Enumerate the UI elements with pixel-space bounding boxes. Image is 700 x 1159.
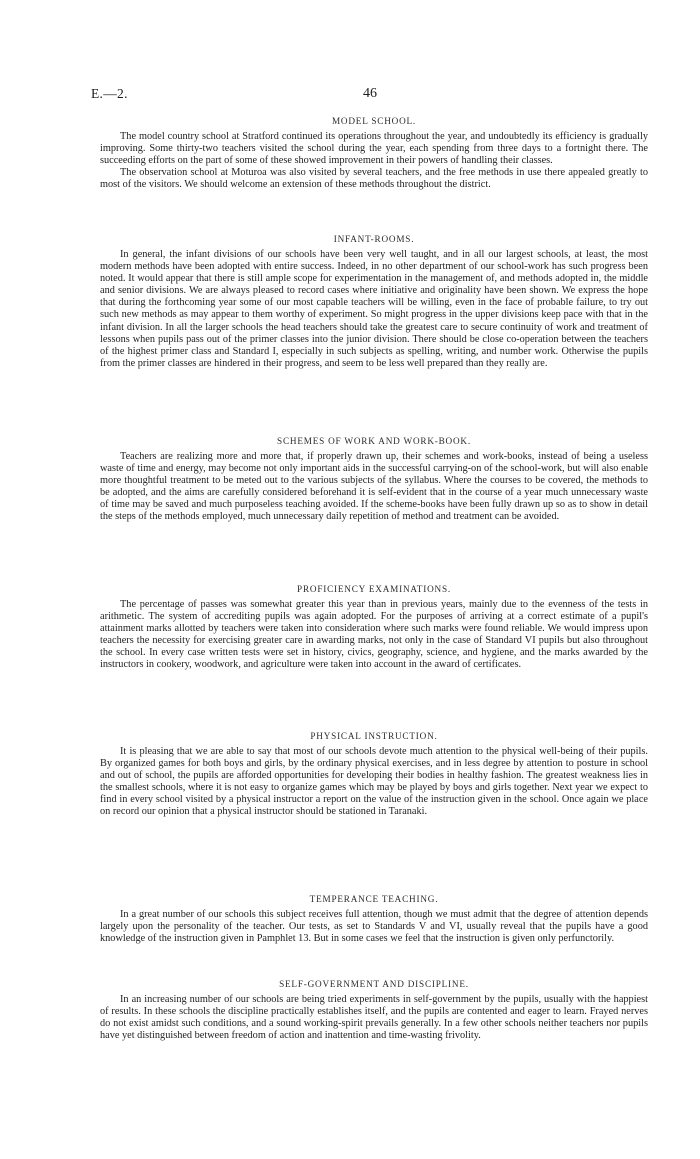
section-model-school [100,116,648,191]
section-schemes-of-work [100,436,648,524]
section-heading: PHYSICAL INSTRUCTION. [310,731,438,741]
paragraph: In general, the infant divisions of our schools have been very well taught, and in all our largest schools, at least, the most modern methods have been adopted with entire success. Indeed, in no other department of our school-work has such progress been noted. It would appear that there is still ample scope for experimentation in the management of, and methods adopted in, the middle and senior divisions. We are always pleased to record cases where initiative and originality have been shown. We express the hope that during the forthcoming year some of our most capable teachers will be willing, even in the face of probable failure, to try out such new methods as may appear to them worthy of experiment. So might progress in the upper divisions keep pace with that in the infant division. In all the larger schools the head teachers should take the greatest care to secure continuity of work and treatment of lessons when pupils pass out of the primer classes into the junior division. There should be close co-operation between the teachers of the highest primer class and Standard I, especially in such subjects as spelling, writing, and number work. Otherwise the pupils from the primer classes are hindered in their progress, and seem to be less well prepared than they really are. [100,249,648,369]
page-number: 46 [363,86,377,101]
section-infant-rooms [100,234,648,370]
paragraph: It is pleasing that we are able to say that most of our schools devote much attention to the physical well-being of their pupils. By organized games for both boys and girls, by the ordinary physical exercises, and in less degree by attention to posture in school and out of school, the pupils are afforded opportunities for developing their bodies in healthy fashion. The greatest weakness lies in the smallest schools, where it is not easy to organize games which may be played by boys and girls together. Next year we expect to find in every school visited by a physical instructor a report on the value of the instruction given in the school. Once again we place on record our opinion that a physical instructor should be stationed in Taranaki. [100,746,648,818]
report-reference: E.—2. [91,86,128,101]
paragraph: Teachers are realizing more and more that, if properly drawn up, their schemes and work-books, instead of being a useless waste of time and energy, may become not only important aids in the successful carrying-on of the school-work, but will also enable more thoughtful treatment to be meted out to the various subjects of the syllabus. Where the courses to be covered, the methods to be adopted, and the aims are carefully considered beforehand it is self-evident that in the course of a year much unnecessary waste of time may be saved and much purposeless teaching avoided. If the scheme-books have been fully drawn up so as to show in detail the steps of the methods employed, much unnecessary daily repetition of method and treatment can be avoided. [100,451,648,523]
section-self-government [100,979,648,1042]
section-heading: MODEL SCHOOL. [331,116,417,126]
paragraph: The model country school at Stratford continued its operations throughout the year, and undoubtedly its efficiency is gradually improving. Some thirty-two teachers visited the school during the year, each spending from three days to a fortnight there. The succeeding efforts on the part of some of these showed improvement in their powers of handling their classes. [100,131,648,167]
paragraph: In a great number of our schools this subject receives full attention, though we must admit that the degree of attention depends largely upon the personality of the teacher. Our tests, as set to Standards V and VI, usually reveal that the pupils have a good knowledge of the instruction given in Pamphlet 13. But in some cases we feel that the instruction is given only perfunctorily. [100,909,648,945]
section-physical-instruction [100,731,648,819]
paragraph: In an increasing number of our schools are being tried experiments in self-government by the pupils, usually with the happiest of results. In these schools the discipline practically establishes itself, and the pupils are contented and eager to learn. Frayed nerves do not exist amidst such conditions, and a sound working-spirit prevails generally. In a few other schools neither teachers nor pupils have yet distinguished between freedom of action and inattention and time-wasting frivolity. [100,994,648,1042]
paragraph: The observation school at Moturoa was also visited by several teachers, and the free methods in use there appealed greatly to most of the visitors. We should welcome an extension of these methods throughout the district. [100,167,648,191]
section-heading: INFANT-ROOMS. [333,234,415,244]
section-heading: TEMPERANCE TEACHING. [309,894,439,904]
section-heading: PROFICIENCY EXAMINATIONS. [297,584,451,594]
section-heading: SELF-GOVERNMENT AND DISCIPLINE. [279,979,469,989]
section-proficiency-examinations [100,584,648,672]
section-temperance-teaching [100,894,648,945]
section-heading: SCHEMES OF WORK AND WORK-BOOK. [277,436,471,446]
paragraph: The percentage of passes was somewhat greater this year than in previous years, mainly due to the evenness of the tests in arithmetic. The system of accrediting pupils was again adopted. For the purposes of arriving at a correct estimate of a pupil's attainment marks allotted by teachers were taken into consideration where such marks were found reliable. We would impress upon teachers the necessity for exercising greater care in awarding marks, not only in the case of Standard VI pupils but also throughout the school. In every case written tests were set in history, civics, geography, science, and hygiene, and the marks awarded by the instructors in cookery, woodwork, and agriculture were taken into account in the award of certificates. [100,599,648,671]
